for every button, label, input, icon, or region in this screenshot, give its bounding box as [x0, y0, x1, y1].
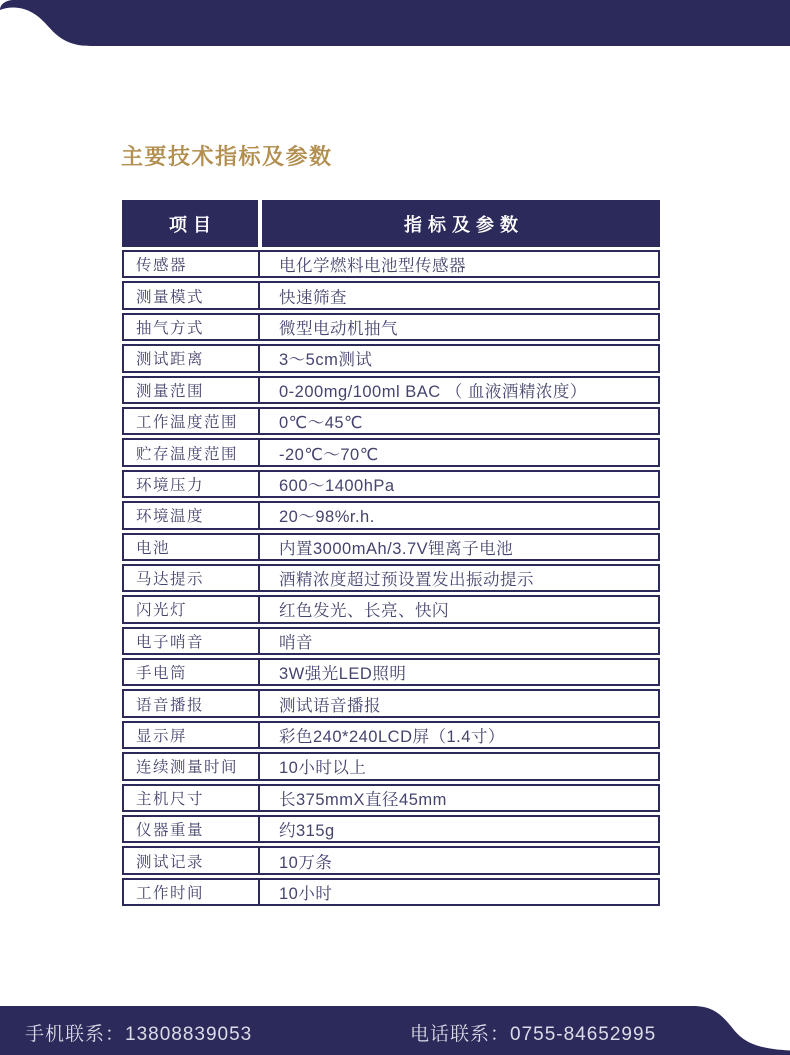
row-value: 约315g — [279, 822, 335, 841]
row-value: 0-200mg/100ml BAC （ 血液酒精浓度） — [279, 382, 587, 401]
row-label: 闪光灯 — [124, 597, 260, 621]
row-label: 环境温度 — [124, 503, 260, 527]
row-label: 马达提示 — [124, 566, 260, 590]
row-label: 环境压力 — [124, 472, 260, 496]
footer-contacts — [0, 1005, 790, 1055]
table-row — [122, 846, 660, 874]
row-value: 3W强光LED照明 — [279, 665, 407, 684]
column-header-item: 项目 — [122, 200, 258, 247]
row-label: 连续测量时间 — [124, 754, 260, 778]
row-value: 600～1400hPa — [279, 476, 395, 495]
row-label: 测量模式 — [124, 283, 260, 307]
row-label: 贮存温度范围 — [124, 440, 260, 464]
row-value: 测试语音播报 — [279, 696, 381, 715]
row-value: 10小时 — [279, 885, 333, 903]
footer-phone-contact: 电话联系：0755-84652995 — [410, 1024, 657, 1045]
table-header-row — [122, 200, 660, 247]
row-label: 工作温度范围 — [124, 409, 260, 433]
row-label: 传感器 — [124, 252, 260, 276]
row-value: 电化学燃料电池型传感器 — [279, 257, 466, 276]
table-row — [122, 721, 660, 749]
row-value: 酒精浓度超过预设置发出振动提示 — [279, 571, 534, 590]
table-row — [122, 533, 660, 561]
row-value: 3～5cm测试 — [279, 351, 373, 370]
column-header-spec: 指标及参数 — [262, 200, 660, 247]
header-wave-band — [0, 0, 790, 48]
row-value: 0℃～45℃ — [279, 414, 364, 433]
row-label: 抽气方式 — [124, 315, 260, 339]
row-value: 微型电动机抽气 — [279, 319, 398, 338]
row-label: 显示屏 — [124, 723, 260, 747]
table-row — [122, 752, 660, 780]
row-value: -20℃～70℃ — [279, 445, 379, 464]
row-value: 20～98%r.h. — [279, 508, 375, 527]
row-label: 工作时间 — [124, 880, 260, 904]
table-row — [122, 344, 660, 372]
row-value: 红色发光、长亮、快闪 — [279, 602, 449, 621]
table-row — [122, 407, 660, 435]
row-label: 电子哨音 — [124, 629, 260, 653]
row-label: 测量范围 — [124, 378, 260, 402]
row-value: 10万条 — [279, 853, 333, 872]
row-value: 彩色240*240LCD屏（1.4寸） — [279, 728, 505, 747]
row-label: 测试距离 — [124, 346, 260, 370]
row-value: 内置3000mAh/3.7V锂离子电池 — [279, 539, 514, 558]
table-row — [122, 250, 660, 278]
row-label: 手电筒 — [124, 660, 260, 684]
table-row — [122, 878, 660, 906]
table-row — [122, 689, 660, 717]
table-row — [122, 376, 660, 404]
row-label: 仪器重量 — [124, 817, 260, 841]
table-row — [122, 564, 660, 592]
table-row — [122, 784, 660, 812]
row-value: 哨音 — [279, 633, 313, 652]
row-value: 长375mmX直径45mm — [279, 790, 447, 809]
row-label: 测试记录 — [124, 848, 260, 872]
row-label: 主机尺寸 — [124, 786, 260, 810]
table-row — [122, 627, 660, 655]
table-row — [122, 438, 660, 466]
footer-mobile-contact: 手机联系：13808839053 — [25, 1024, 253, 1045]
table-row — [122, 470, 660, 498]
table-row — [122, 658, 660, 686]
spec-table — [122, 200, 660, 906]
table-row — [122, 313, 660, 341]
row-value: 10小时以上 — [279, 759, 367, 778]
row-label: 语音播报 — [124, 691, 260, 715]
table-row — [122, 595, 660, 623]
row-value: 快速筛查 — [279, 288, 347, 307]
row-label: 电池 — [124, 535, 260, 559]
table-row — [122, 501, 660, 529]
table-row — [122, 281, 660, 309]
page-title: 主要技术指标及参数 — [121, 144, 333, 169]
table-row — [122, 815, 660, 843]
table-body — [122, 250, 660, 906]
